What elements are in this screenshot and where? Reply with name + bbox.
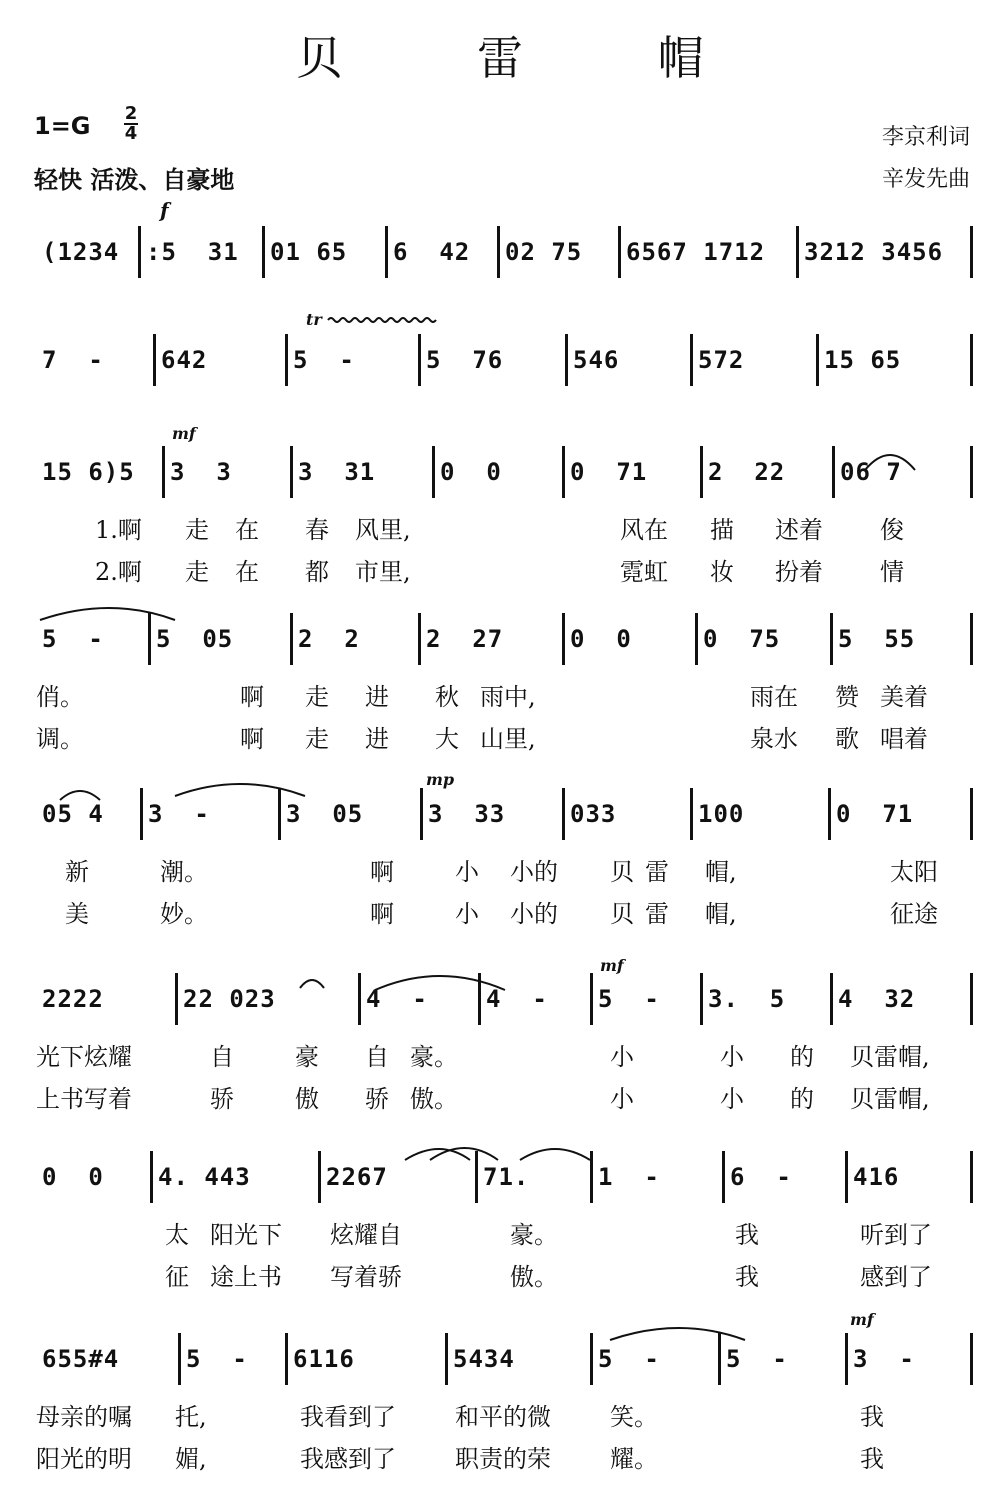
barline (562, 613, 565, 665)
lyric-syllable: 风里, (355, 516, 411, 544)
measure-notes: 572 (698, 346, 745, 374)
score-system (0, 1163, 1000, 1203)
measure-notes: 6567 1712 (626, 238, 766, 266)
lyric-syllable: 都 (305, 558, 329, 586)
measure-notes: (1234 (42, 238, 120, 266)
barline (828, 788, 831, 840)
barline (700, 446, 703, 498)
barline (290, 446, 293, 498)
barline (970, 1333, 973, 1385)
barline (970, 446, 973, 498)
lyric-syllable: 的 (790, 1043, 814, 1071)
measure-notes: :5 31 (146, 238, 239, 266)
lyric-syllable: 炫耀自 (330, 1221, 402, 1249)
barline (475, 1151, 478, 1203)
barline (970, 1151, 973, 1203)
lyric-syllable: 帽, (705, 900, 737, 928)
song-title: 贝 雷 帽 (296, 31, 764, 85)
lyric-syllable: 帽, (705, 858, 737, 886)
lyric-syllable: 笑。 (610, 1403, 658, 1431)
barline (148, 613, 151, 665)
barline (562, 446, 565, 498)
lyric-syllable: 走 (305, 725, 329, 753)
barline (970, 613, 973, 665)
lyric-syllable: 大 (435, 725, 459, 753)
key-signature: 1=G (34, 112, 91, 140)
lyric-syllable: 情 (880, 558, 904, 586)
tie-arc (40, 608, 175, 620)
measure-notes: 22 023 (183, 985, 276, 1013)
barline (318, 1151, 321, 1203)
measure-notes: 033 (570, 800, 617, 828)
measure-notes: 3 05 (286, 800, 364, 828)
barline (970, 788, 973, 840)
lyric-syllable: 雷 (645, 858, 669, 886)
lyric-syllable: 我看到了 (300, 1403, 396, 1431)
measure-notes: 0 0 (440, 458, 502, 486)
lyric-syllable: 2.啊 (95, 558, 142, 586)
lyric-syllable: 傲 (295, 1085, 319, 1113)
lyric-syllable: 歌 (835, 725, 859, 753)
lyric-syllable: 春 (305, 516, 329, 544)
tie-arc (175, 784, 305, 796)
time-signature-top: 2 (124, 103, 138, 124)
lyric-syllable: 自 (365, 1043, 389, 1071)
barline (358, 973, 361, 1025)
lyric-syllable: 傲。 (410, 1085, 458, 1113)
barline (845, 1151, 848, 1203)
lyric-syllable: 小 (720, 1085, 744, 1113)
barline (262, 226, 265, 278)
measure-notes: 2 27 (426, 625, 504, 653)
measure-notes: 4 - (366, 985, 428, 1013)
measure-notes: 0 0 (42, 1163, 104, 1191)
score-system (0, 346, 1000, 386)
dynamic-mezzo-forte-3: mf (850, 1310, 874, 1329)
measure-notes: 4 - (486, 985, 548, 1013)
lyric-syllable: 啊 (240, 725, 264, 753)
measure-notes: 5434 (453, 1345, 515, 1373)
tie-arc (430, 1148, 498, 1160)
lyric-syllable: 征途 (890, 900, 938, 928)
barline (590, 1151, 593, 1203)
lyric-syllable: 征 (165, 1263, 189, 1291)
measure-notes: 06 7 (840, 458, 902, 486)
measure-notes: 4. 443 (158, 1163, 251, 1191)
barline (150, 1151, 153, 1203)
measure-notes: 3212 3456 (804, 238, 944, 266)
tempo-marking: 轻快 活泼、自豪地 (34, 166, 235, 194)
measure-notes: 5 - (598, 1345, 660, 1373)
lyric-syllable: 雷 (645, 900, 669, 928)
barline (830, 613, 833, 665)
lyric-syllable: 贝 (610, 900, 634, 928)
barline (970, 334, 973, 386)
lyric-syllable: 美着 (880, 683, 928, 711)
time-signature (124, 103, 138, 144)
measure-notes: 100 (698, 800, 745, 828)
measure-notes: 5 76 (426, 346, 504, 374)
barline (700, 973, 703, 1025)
lyric-syllable: 唱着 (880, 725, 928, 753)
lyric-syllable: 小 (610, 1085, 634, 1113)
lyric-syllable: 小 (610, 1043, 634, 1071)
measure-notes: 15 6)5 (42, 458, 135, 486)
lyric-syllable: 俊 (880, 516, 904, 544)
lyric-syllable: 市里, (355, 558, 411, 586)
lyric-syllable: 走 (185, 558, 209, 586)
lyric-syllable: 调。 (36, 725, 84, 753)
barline (562, 788, 565, 840)
dynamic-forte: f (160, 198, 169, 222)
lyric-syllable: 雨在 (750, 683, 798, 711)
lyric-syllable: 小的 (510, 858, 558, 886)
lyric-syllable: 托, (175, 1403, 207, 1431)
lyric-syllable: 媚, (175, 1445, 207, 1473)
barline (445, 1333, 448, 1385)
barline (285, 334, 288, 386)
lyric-syllable: 扮着 (775, 558, 823, 586)
barline (278, 788, 281, 840)
lyric-syllable: 职责的荣 (455, 1445, 551, 1473)
lyric-syllable: 走 (305, 683, 329, 711)
lyric-syllable: 傲。 (510, 1263, 558, 1291)
lyric-syllable: 潮。 (160, 858, 208, 886)
measure-notes: 3 33 (428, 800, 506, 828)
measure-notes: 4 32 (838, 985, 916, 1013)
lyric-syllable: 进 (365, 725, 389, 753)
barline (590, 1333, 593, 1385)
barline (497, 226, 500, 278)
barline (420, 788, 423, 840)
measure-notes: 71. (483, 1163, 530, 1191)
measure-notes: 3 - (148, 800, 210, 828)
barline (290, 613, 293, 665)
barline (432, 446, 435, 498)
lyric-syllable: 骄 (365, 1085, 389, 1113)
trill-wave (328, 318, 436, 322)
measure-notes: 2267 (326, 1163, 388, 1191)
lyric-syllable: 贝雷帽, (850, 1043, 930, 1071)
measure-notes: 6 42 (393, 238, 471, 266)
lyric-syllable: 感到了 (860, 1263, 932, 1291)
measure-notes: 416 (853, 1163, 900, 1191)
measure-notes: 7 - (42, 346, 104, 374)
lyric-syllable: 我 (860, 1403, 884, 1431)
measure-notes: 3 3 (170, 458, 232, 486)
lyric-syllable: 豪。 (410, 1043, 458, 1071)
barline (718, 1333, 721, 1385)
barline (565, 334, 568, 386)
lyric-syllable: 俏。 (36, 683, 84, 711)
barline (285, 1333, 288, 1385)
lyric-syllable: 秋 (435, 683, 459, 711)
lyric-syllable: 进 (365, 683, 389, 711)
measure-notes: 15 65 (824, 346, 902, 374)
lyric-syllable: 雨中, (480, 683, 536, 711)
barline (690, 334, 693, 386)
measure-notes: 642 (161, 346, 208, 374)
lyric-syllable: 听到了 (860, 1221, 932, 1249)
lyric-syllable: 赞 (835, 683, 859, 711)
measure-notes: 5 - (186, 1345, 248, 1373)
barline (796, 226, 799, 278)
measure-notes: 05 4 (42, 800, 104, 828)
dynamic-mezzo-forte-2: mf (600, 956, 624, 975)
barline (722, 1151, 725, 1203)
lyric-syllable: 耀。 (610, 1445, 658, 1473)
measure-notes: 6116 (293, 1345, 355, 1373)
barline (590, 973, 593, 1025)
barline (845, 1333, 848, 1385)
trill-mark: tr (306, 310, 322, 329)
barline (970, 226, 973, 278)
tie-arc (520, 1149, 590, 1160)
lyric-syllable: 述着 (775, 516, 823, 544)
lyric-syllable: 小 (455, 858, 479, 886)
measure-notes: 546 (573, 346, 620, 374)
lyric-syllable: 小 (720, 1043, 744, 1071)
barline (618, 226, 621, 278)
barline (970, 973, 973, 1025)
lyric-syllable: 和平的微 (455, 1403, 551, 1431)
barline (140, 788, 143, 840)
measure-notes: 5 - (598, 985, 660, 1013)
lyric-syllable: 美 (65, 900, 89, 928)
lyric-syllable: 妆 (710, 558, 734, 586)
barline (138, 226, 141, 278)
lyric-syllable: 啊 (370, 900, 394, 928)
lyric-syllable: 豪 (295, 1043, 319, 1071)
barline (695, 613, 698, 665)
barline (153, 334, 156, 386)
measure-notes: 0 71 (836, 800, 914, 828)
lyric-syllable: 贝雷帽, (850, 1085, 930, 1113)
lyric-syllable: 小的 (510, 900, 558, 928)
composer-credit: 辛发先曲 (881, 167, 970, 192)
lyric-syllable: 1.啊 (95, 516, 142, 544)
measure-notes: 655#4 (42, 1345, 120, 1373)
score-system (0, 458, 1000, 498)
lyric-syllable: 阳光的明 (36, 1445, 132, 1473)
barline (178, 1333, 181, 1385)
measure-notes: 2 22 (708, 458, 786, 486)
measure-notes: 3 31 (298, 458, 376, 486)
lyric-syllable: 太 (165, 1221, 189, 1249)
measure-notes: 0 71 (570, 458, 648, 486)
time-signature-bottom: 4 (124, 123, 138, 144)
measure-notes: 01 65 (270, 238, 348, 266)
measure-notes: 3. 5 (708, 985, 786, 1013)
lyric-syllable: 我感到了 (300, 1445, 396, 1473)
lyric-syllable: 我 (735, 1263, 759, 1291)
lyric-syllable: 小 (455, 900, 479, 928)
lyric-syllable: 贝 (610, 858, 634, 886)
lyric-syllable: 山里, (480, 725, 536, 753)
barline (162, 446, 165, 498)
lyric-syllable: 的 (790, 1085, 814, 1113)
lyricist-credit: 李京利词 (881, 125, 970, 150)
lyric-syllable: 在 (235, 558, 259, 586)
score-system (0, 1345, 1000, 1385)
tie-arc (610, 1328, 745, 1340)
measure-notes: 5 55 (838, 625, 916, 653)
score-system (0, 985, 1000, 1025)
measure-notes: 2 2 (298, 625, 360, 653)
measure-notes: 5 - (42, 625, 104, 653)
dynamic-mezzo-piano: mp (426, 770, 455, 789)
lyric-syllable: 途上书 (210, 1263, 282, 1291)
measure-notes: 6 - (730, 1163, 792, 1191)
lyric-syllable: 写着骄 (330, 1263, 402, 1291)
measure-notes: 02 75 (505, 238, 583, 266)
measure-notes: 2222 (42, 985, 104, 1013)
lyric-syllable: 豪。 (510, 1221, 558, 1249)
lyric-syllable: 走 (185, 516, 209, 544)
score-system (0, 625, 1000, 665)
barline (830, 973, 833, 1025)
tie-arc (405, 1149, 470, 1160)
measure-notes: 3 - (853, 1345, 915, 1373)
lyric-syllable: 自 (210, 1043, 234, 1071)
score-system (0, 800, 1000, 840)
score-system (0, 238, 1000, 278)
measure-notes: 0 75 (703, 625, 781, 653)
measure-notes: 5 - (293, 346, 355, 374)
lyric-syllable: 我 (860, 1445, 884, 1473)
measure-notes: 5 05 (156, 625, 234, 653)
lyric-syllable: 太阳 (890, 858, 938, 886)
lyric-syllable: 上书写着 (36, 1085, 132, 1113)
lyric-syllable: 新 (65, 858, 89, 886)
barline (418, 334, 421, 386)
lyric-syllable: 描 (710, 516, 734, 544)
barline (832, 446, 835, 498)
lyric-syllable: 啊 (370, 858, 394, 886)
dynamic-mezzo-forte: mf (172, 424, 196, 443)
measure-notes: 0 0 (570, 625, 632, 653)
lyric-syllable: 风在 (620, 516, 668, 544)
lyric-syllable: 在 (235, 516, 259, 544)
barline (385, 226, 388, 278)
lyric-syllable: 骄 (210, 1085, 234, 1113)
lyric-syllable: 我 (735, 1221, 759, 1249)
lyric-syllable: 霓虹 (620, 558, 668, 586)
lyric-syllable: 母亲的嘱 (36, 1403, 132, 1431)
barline (690, 788, 693, 840)
measure-notes: 1 - (598, 1163, 660, 1191)
lyric-syllable: 泉水 (750, 725, 798, 753)
slur-arc (60, 791, 100, 800)
lyric-syllable: 妙。 (160, 900, 208, 928)
lyric-syllable: 阳光下 (210, 1221, 282, 1249)
measure-notes: 5 - (726, 1345, 788, 1373)
lyric-syllable: 啊 (240, 683, 264, 711)
barline (418, 613, 421, 665)
barline (816, 334, 819, 386)
barline (175, 973, 178, 1025)
barline (478, 973, 481, 1025)
lyric-syllable: 光下炫耀 (36, 1043, 132, 1071)
